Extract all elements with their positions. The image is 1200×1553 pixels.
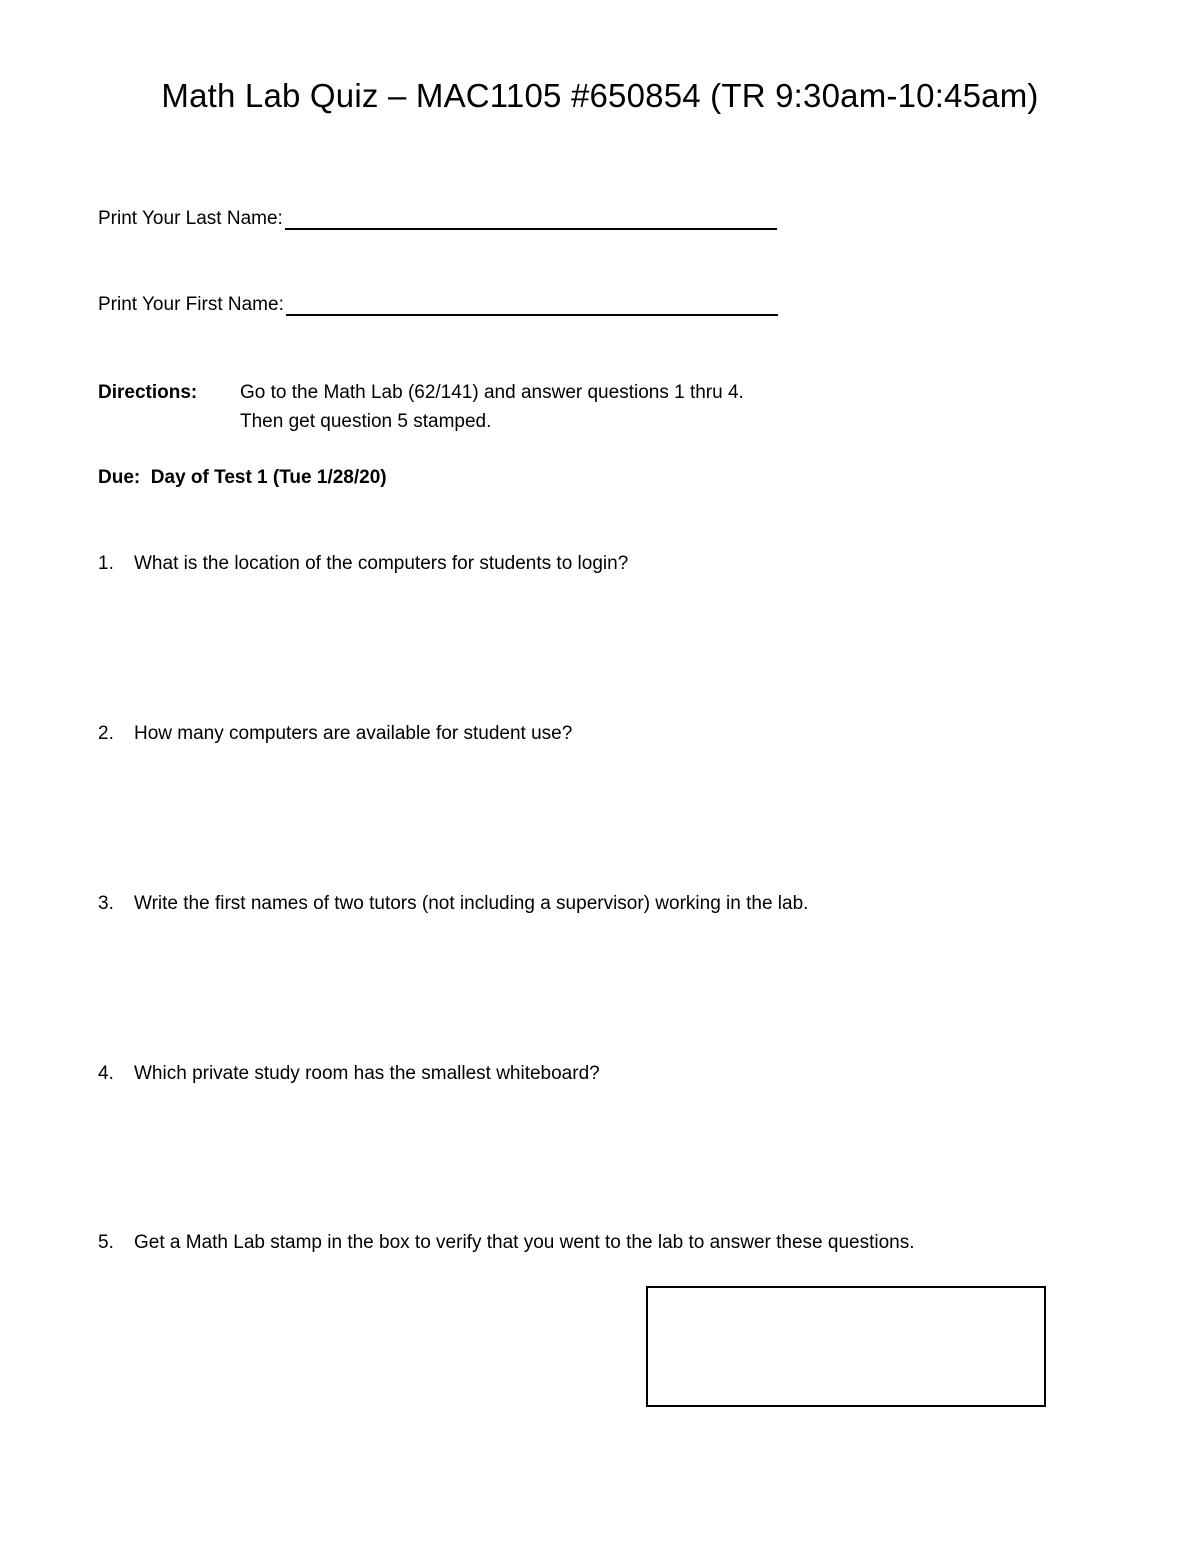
- directions-text: [240, 378, 744, 436]
- stamp-box: [646, 1286, 1046, 1407]
- last-name-label: Print Your Last Name:: [98, 208, 283, 229]
- directions-line-2: Then get question 5 stamped.: [240, 411, 492, 432]
- directions-label: Directions:: [98, 382, 198, 403]
- directions-line-1: Go to the Math Lab (62/141) and answer questions 1 thru 4.: [240, 382, 744, 403]
- directions-block: [98, 378, 744, 436]
- question-number: 2.: [98, 723, 114, 744]
- question-number: 1.: [98, 553, 114, 574]
- question-3: [98, 891, 808, 917]
- question-4: [98, 1061, 600, 1087]
- first-name-label: Print Your First Name:: [98, 294, 284, 315]
- due-date: Due: Day of Test 1 (Tue 1/28/20): [98, 467, 387, 488]
- question-2: [98, 721, 572, 747]
- question-text: Write the first names of two tutors (not including a supervisor) working in the lab.: [134, 893, 809, 914]
- question-number: 3.: [98, 893, 114, 914]
- question-1: [98, 551, 628, 577]
- question-text: Which private study room has the smallest whiteboard?: [134, 1063, 600, 1084]
- last-name-blank-line: [285, 207, 777, 230]
- last-name-field: [98, 206, 777, 232]
- question-number: 5.: [98, 1232, 114, 1253]
- question-5: [98, 1230, 915, 1256]
- question-text: What is the location of the computers for students to login?: [134, 553, 629, 574]
- first-name-blank-line: [286, 293, 778, 316]
- first-name-field: [98, 292, 778, 318]
- question-text: Get a Math Lab stamp in the box to verify that you went to the lab to answer these questions.: [134, 1232, 915, 1253]
- page-title: Math Lab Quiz – MAC1105 #650854 (TR 9:30am-10:45am): [161, 77, 1039, 114]
- question-number: 4.: [98, 1063, 114, 1084]
- question-text: How many computers are available for student use?: [134, 723, 573, 744]
